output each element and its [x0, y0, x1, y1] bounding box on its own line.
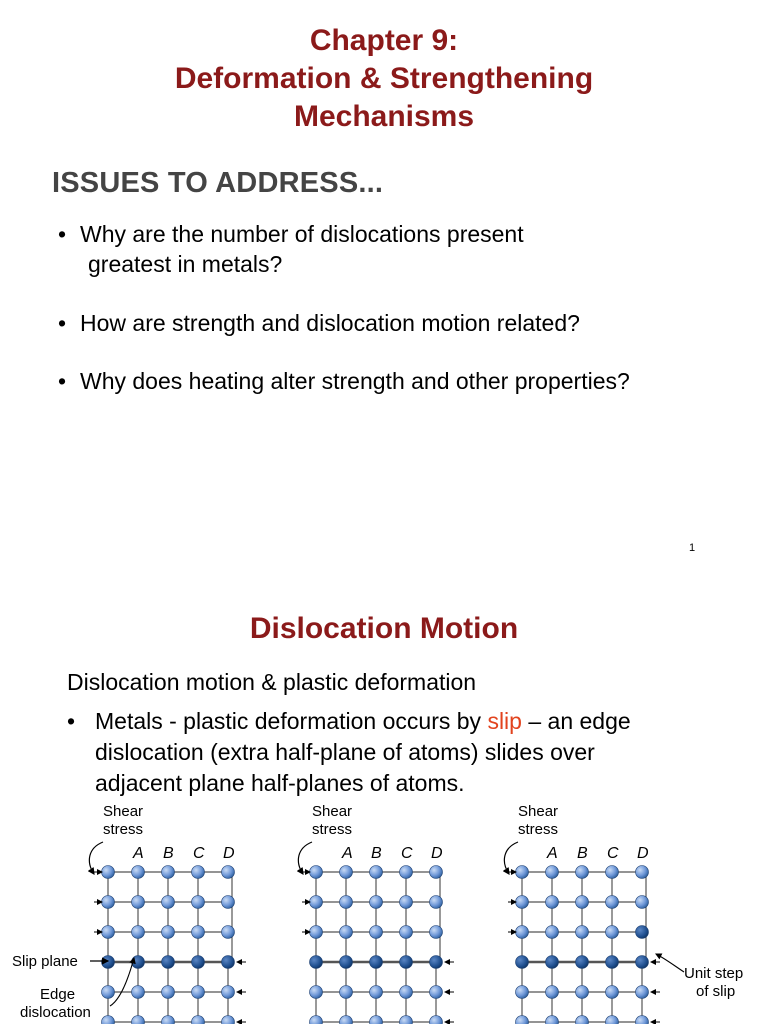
lattice-panels: [94, 866, 660, 1024]
title-line-2: Deformation & Strengthening: [174, 62, 594, 95]
atom: [102, 1016, 115, 1024]
letter-d: D: [431, 845, 443, 862]
atom: [102, 956, 115, 969]
atom: [132, 866, 145, 879]
atom: [310, 956, 323, 969]
atom: [222, 926, 235, 939]
bullet-dot: •: [67, 708, 76, 734]
atom: [192, 986, 205, 999]
atom: [400, 1016, 413, 1024]
atom: [192, 1016, 205, 1024]
lattice-panel-3: [508, 866, 660, 1024]
atom: [516, 986, 529, 999]
bullet-text-continued: greatest in metals?: [88, 251, 283, 277]
bullet-item-1: [58, 219, 524, 279]
atom: [400, 956, 413, 969]
atom: [192, 956, 205, 969]
letter-a: A: [547, 845, 558, 862]
atom: [310, 1016, 323, 1024]
atom: [606, 926, 619, 939]
of-slip-label: of slip: [696, 983, 736, 1000]
atom: [576, 956, 589, 969]
atom: [576, 866, 589, 879]
atom: [400, 926, 413, 939]
letter-c: C: [193, 845, 205, 862]
atom: [576, 896, 589, 909]
atom: [162, 866, 175, 879]
atom: [400, 986, 413, 999]
bullet-text: How are strength and dislocation motion related?: [80, 310, 580, 336]
letter-b: B: [371, 845, 382, 862]
atom: [132, 926, 145, 939]
atom: [576, 926, 589, 939]
atom: [576, 986, 589, 999]
shear-arrow: [89, 842, 103, 874]
atom: [636, 896, 649, 909]
unit-step-pointer: [656, 954, 684, 972]
atom: [340, 926, 353, 939]
lattice-panel-2: [302, 866, 454, 1024]
slide-1-title: [0, 22, 768, 136]
page-number: 1: [689, 542, 696, 554]
panel-3-labels: [518, 803, 649, 862]
atom: [516, 926, 529, 939]
bullet-dot: •: [58, 310, 67, 336]
letter-a: A: [342, 845, 353, 862]
atom: [430, 896, 443, 909]
atom: [340, 956, 353, 969]
atom: [370, 986, 383, 999]
atom: [192, 926, 205, 939]
atom: [516, 1016, 529, 1024]
title-line-3: Mechanisms: [293, 100, 475, 133]
atom: [370, 866, 383, 879]
atom: [636, 926, 649, 939]
atom: [310, 986, 323, 999]
atom: [132, 986, 145, 999]
atom: [606, 986, 619, 999]
atom: [222, 1016, 235, 1024]
atom: [546, 956, 559, 969]
atom: [370, 926, 383, 939]
letter-d: D: [223, 845, 235, 862]
atom: [222, 866, 235, 879]
atom: [546, 986, 559, 999]
unit-step-label: Unit step: [684, 965, 744, 982]
atom: [370, 1016, 383, 1024]
letter-b: B: [577, 845, 588, 862]
bullet-dot: •: [58, 221, 67, 247]
atom: [546, 866, 559, 879]
atom: [222, 986, 235, 999]
slide-2: [0, 575, 768, 1024]
atom: [576, 1016, 589, 1024]
atom: [430, 1016, 443, 1024]
stress-label: stress: [312, 821, 353, 838]
atom: [102, 986, 115, 999]
edge-label: Edge: [40, 986, 76, 1003]
atom: [340, 896, 353, 909]
bullet-text: Why does heating alter strength and other properties?: [80, 368, 630, 394]
atom: [400, 866, 413, 879]
atom: [102, 926, 115, 939]
slide-2-subtitle: Dislocation motion & plastic deformation: [67, 669, 477, 695]
atom: [516, 896, 529, 909]
bullet-item-3: [58, 366, 630, 396]
dislocation-label: dislocation: [20, 1004, 91, 1021]
atom: [102, 866, 115, 879]
bullet-item-2: [58, 308, 580, 338]
atom: [516, 956, 529, 969]
issues-heading: ISSUES TO ADDRESS...: [52, 167, 384, 199]
atom: [162, 1016, 175, 1024]
slide-2-title: Dislocation Motion: [249, 612, 519, 645]
atom: [340, 986, 353, 999]
bullet-text: Why are the number of dislocations present: [80, 221, 524, 247]
atom: [370, 896, 383, 909]
atom: [400, 896, 413, 909]
atom: [430, 866, 443, 879]
dislocation-slip-figure: [0, 800, 768, 1024]
slip-plane-label: Slip plane: [12, 953, 78, 970]
atom: [310, 866, 323, 879]
atom: [162, 926, 175, 939]
letter-c: C: [401, 845, 413, 862]
letter-c: C: [607, 845, 619, 862]
title-line-1: Chapter 9:: [309, 24, 459, 57]
shear-label: Shear: [103, 803, 144, 820]
shear-label: Shear: [518, 803, 559, 820]
atom: [430, 986, 443, 999]
atom: [606, 1016, 619, 1024]
atom: [430, 926, 443, 939]
stress-label: stress: [518, 821, 559, 838]
atom: [132, 1016, 145, 1024]
atom: [340, 1016, 353, 1024]
atom: [430, 956, 443, 969]
slide-2-bullet: [67, 706, 747, 799]
shear-label: Shear: [312, 803, 353, 820]
atom: [102, 896, 115, 909]
letter-a: A: [133, 845, 144, 862]
atom: [636, 1016, 649, 1024]
atom: [370, 956, 383, 969]
atom: [222, 896, 235, 909]
letter-d: D: [637, 845, 649, 862]
bullet-line-3: adjacent plane half-planes of atoms.: [95, 770, 465, 796]
slip-highlight: slip: [487, 708, 522, 734]
atom: [546, 1016, 559, 1024]
atom: [516, 866, 529, 879]
bullet-text-prefix: Metals - plastic deformation occurs by: [95, 708, 488, 734]
atom: [192, 866, 205, 879]
atom: [636, 866, 649, 879]
atom: [132, 896, 145, 909]
atom: [546, 926, 559, 939]
atom: [222, 956, 235, 969]
atom: [162, 956, 175, 969]
atom: [310, 896, 323, 909]
atom: [606, 866, 619, 879]
panel-1-labels: [103, 803, 235, 862]
atom: [546, 896, 559, 909]
atom: [310, 926, 323, 939]
atom: [636, 956, 649, 969]
panel-2-labels: [312, 803, 443, 862]
atom: [636, 986, 649, 999]
letter-b: B: [163, 845, 174, 862]
atom: [606, 956, 619, 969]
atom: [162, 986, 175, 999]
bullet-line-2: dislocation (extra half-plane of atoms) slides over: [95, 739, 595, 765]
bullet-text-suffix: – an edge: [521, 708, 631, 734]
atom: [606, 896, 619, 909]
atom: [162, 896, 175, 909]
bullet-dot: •: [58, 368, 67, 394]
atom: [340, 866, 353, 879]
atom: [192, 896, 205, 909]
stress-label: stress: [103, 821, 144, 838]
